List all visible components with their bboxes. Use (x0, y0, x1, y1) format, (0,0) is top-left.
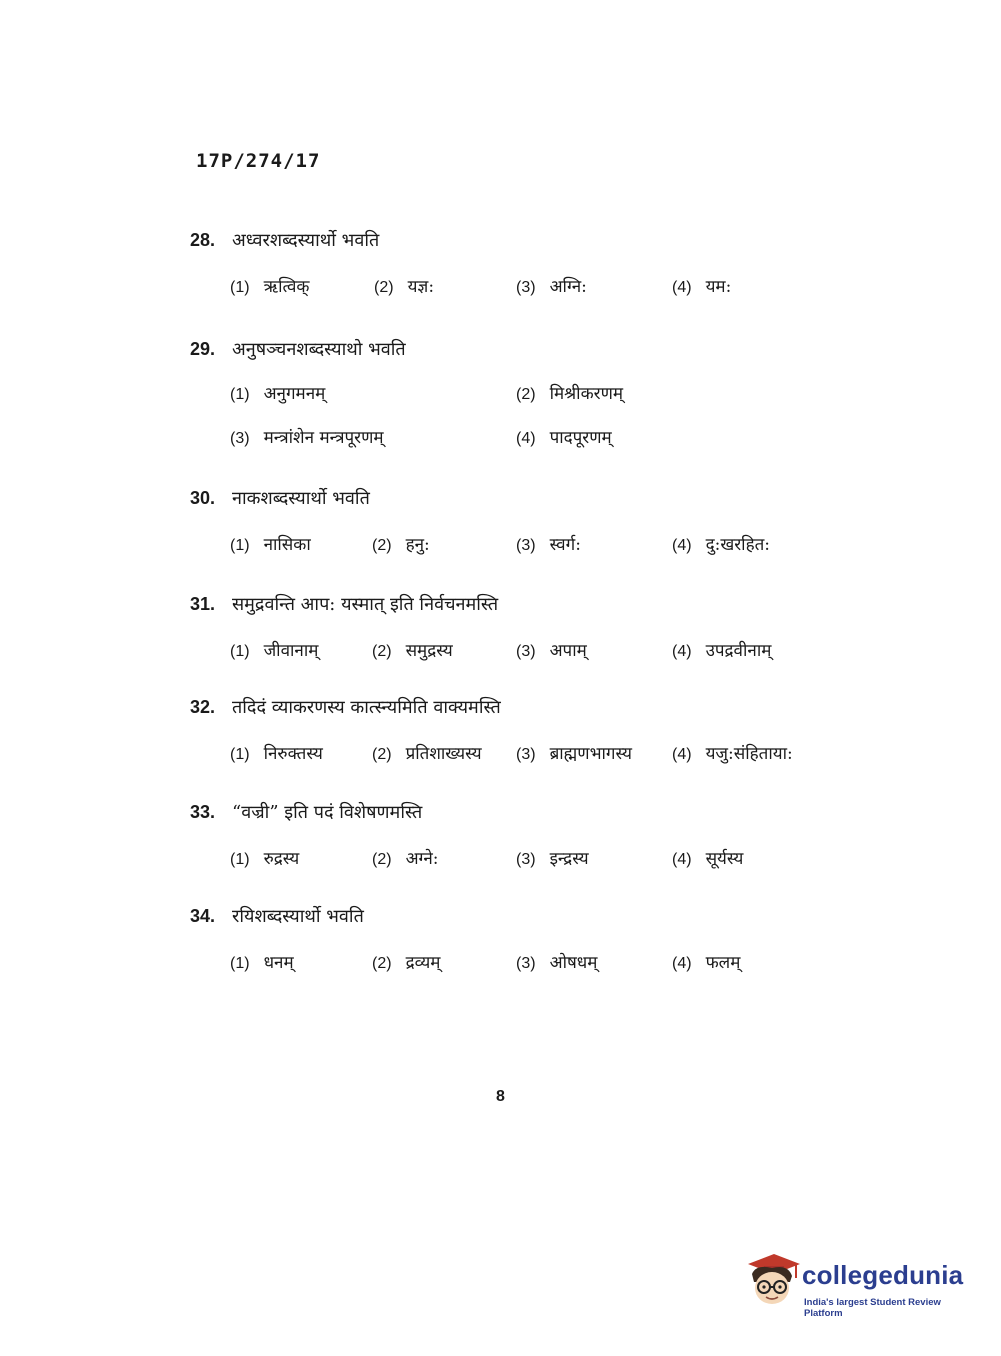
option-2: (2) समुद्रस्य (372, 641, 453, 661)
option-4: (4) उपद्रवीनाम् (672, 641, 772, 661)
question-text: नाकशब्दस्यार्थो भवति (232, 488, 370, 509)
student-mascot-icon (742, 1250, 802, 1312)
option-3: (3) अग्नि: (516, 277, 587, 297)
option-1: (1) रुद्रस्य (230, 849, 300, 869)
question-text: रयिशब्दस्यार्थो भवति (232, 906, 364, 927)
option-3: (3) अपाम् (516, 641, 587, 661)
options-row (230, 741, 890, 771)
options-row (230, 638, 890, 668)
option-4: (4) यजु:संहिताया: (672, 744, 793, 764)
option-1: (1) निरुक्तस्य (230, 744, 323, 764)
option-4: (4) सूर्यस्य (672, 849, 744, 869)
question-28 (190, 228, 890, 304)
question-number: 33. (190, 802, 216, 822)
options-row (230, 274, 890, 304)
question-34 (190, 904, 890, 980)
option-3: (3) ब्राह्मणभागस्य (516, 744, 632, 764)
options-row (230, 532, 890, 562)
options-row (230, 950, 890, 980)
question-text: अनुषञ्चनशब्दस्याथो भवति (232, 339, 406, 360)
option-3: (3) स्वर्ग: (516, 535, 581, 555)
paper-code: 17P/274/17 (196, 150, 321, 172)
question-text: “वज्री” इति पदं विशेषणमस्ति (232, 802, 423, 823)
option-2: (2) मिश्रीकरणम् (516, 384, 624, 404)
option-1: (1) धनम् (230, 953, 294, 973)
option-1: (1) नासिका (230, 535, 311, 555)
question-text: तदिदं व्याकरणस्य कात्स्न्यमिति वाक्यमस्ति (232, 697, 501, 718)
question-33 (190, 800, 890, 876)
brand-tagline: India's largest Student Review Platform (804, 1297, 941, 1319)
option-4: (4) फलम् (672, 953, 741, 973)
option-1: (1) ऋत्विक् (230, 277, 310, 297)
question-number: 32. (190, 697, 216, 717)
option-4: (4) यम: (672, 277, 732, 297)
question-number: 31. (190, 594, 216, 614)
question-number: 34. (190, 906, 216, 926)
option-2: (2) द्रव्यम् (372, 953, 441, 973)
brand-name: collegedunia (802, 1260, 964, 1290)
options-row (230, 846, 890, 876)
question-text: समुद्रवन्ति आप: यस्मात् इति निर्वचनमस्ति (232, 594, 499, 615)
option-2: (2) हनु: (372, 535, 430, 555)
option-2: (2) यज्ञ: (374, 277, 435, 297)
option-1: (1) जीवानाम् (230, 641, 319, 661)
brand-watermark (742, 1250, 972, 1320)
options-row (230, 425, 890, 455)
options-row (230, 381, 890, 411)
question-number: 29. (190, 339, 216, 359)
question-number: 28. (190, 230, 216, 250)
question-31 (190, 592, 890, 668)
option-1: (1) अनुगमनम् (230, 384, 326, 404)
question-29 (190, 337, 890, 455)
option-3: (3) मन्त्रांशेन मन्त्रपूरणम् (230, 428, 384, 448)
option-2: (2) अग्ने: (372, 849, 439, 869)
option-4: (4) दु:खरहित: (672, 535, 771, 555)
question-32 (190, 695, 890, 771)
page-number: 8 (496, 1088, 505, 1105)
option-4: (4) पादपूरणम् (516, 428, 612, 448)
option-3: (3) इन्द्रस्य (516, 849, 589, 869)
question-30 (190, 486, 890, 562)
question-number: 30. (190, 488, 216, 508)
option-2: (2) प्रतिशाख्यस्य (372, 744, 482, 764)
option-3: (3) ओषधम् (516, 953, 598, 973)
question-text: अध्वरशब्दस्यार्थो भवति (232, 230, 380, 251)
